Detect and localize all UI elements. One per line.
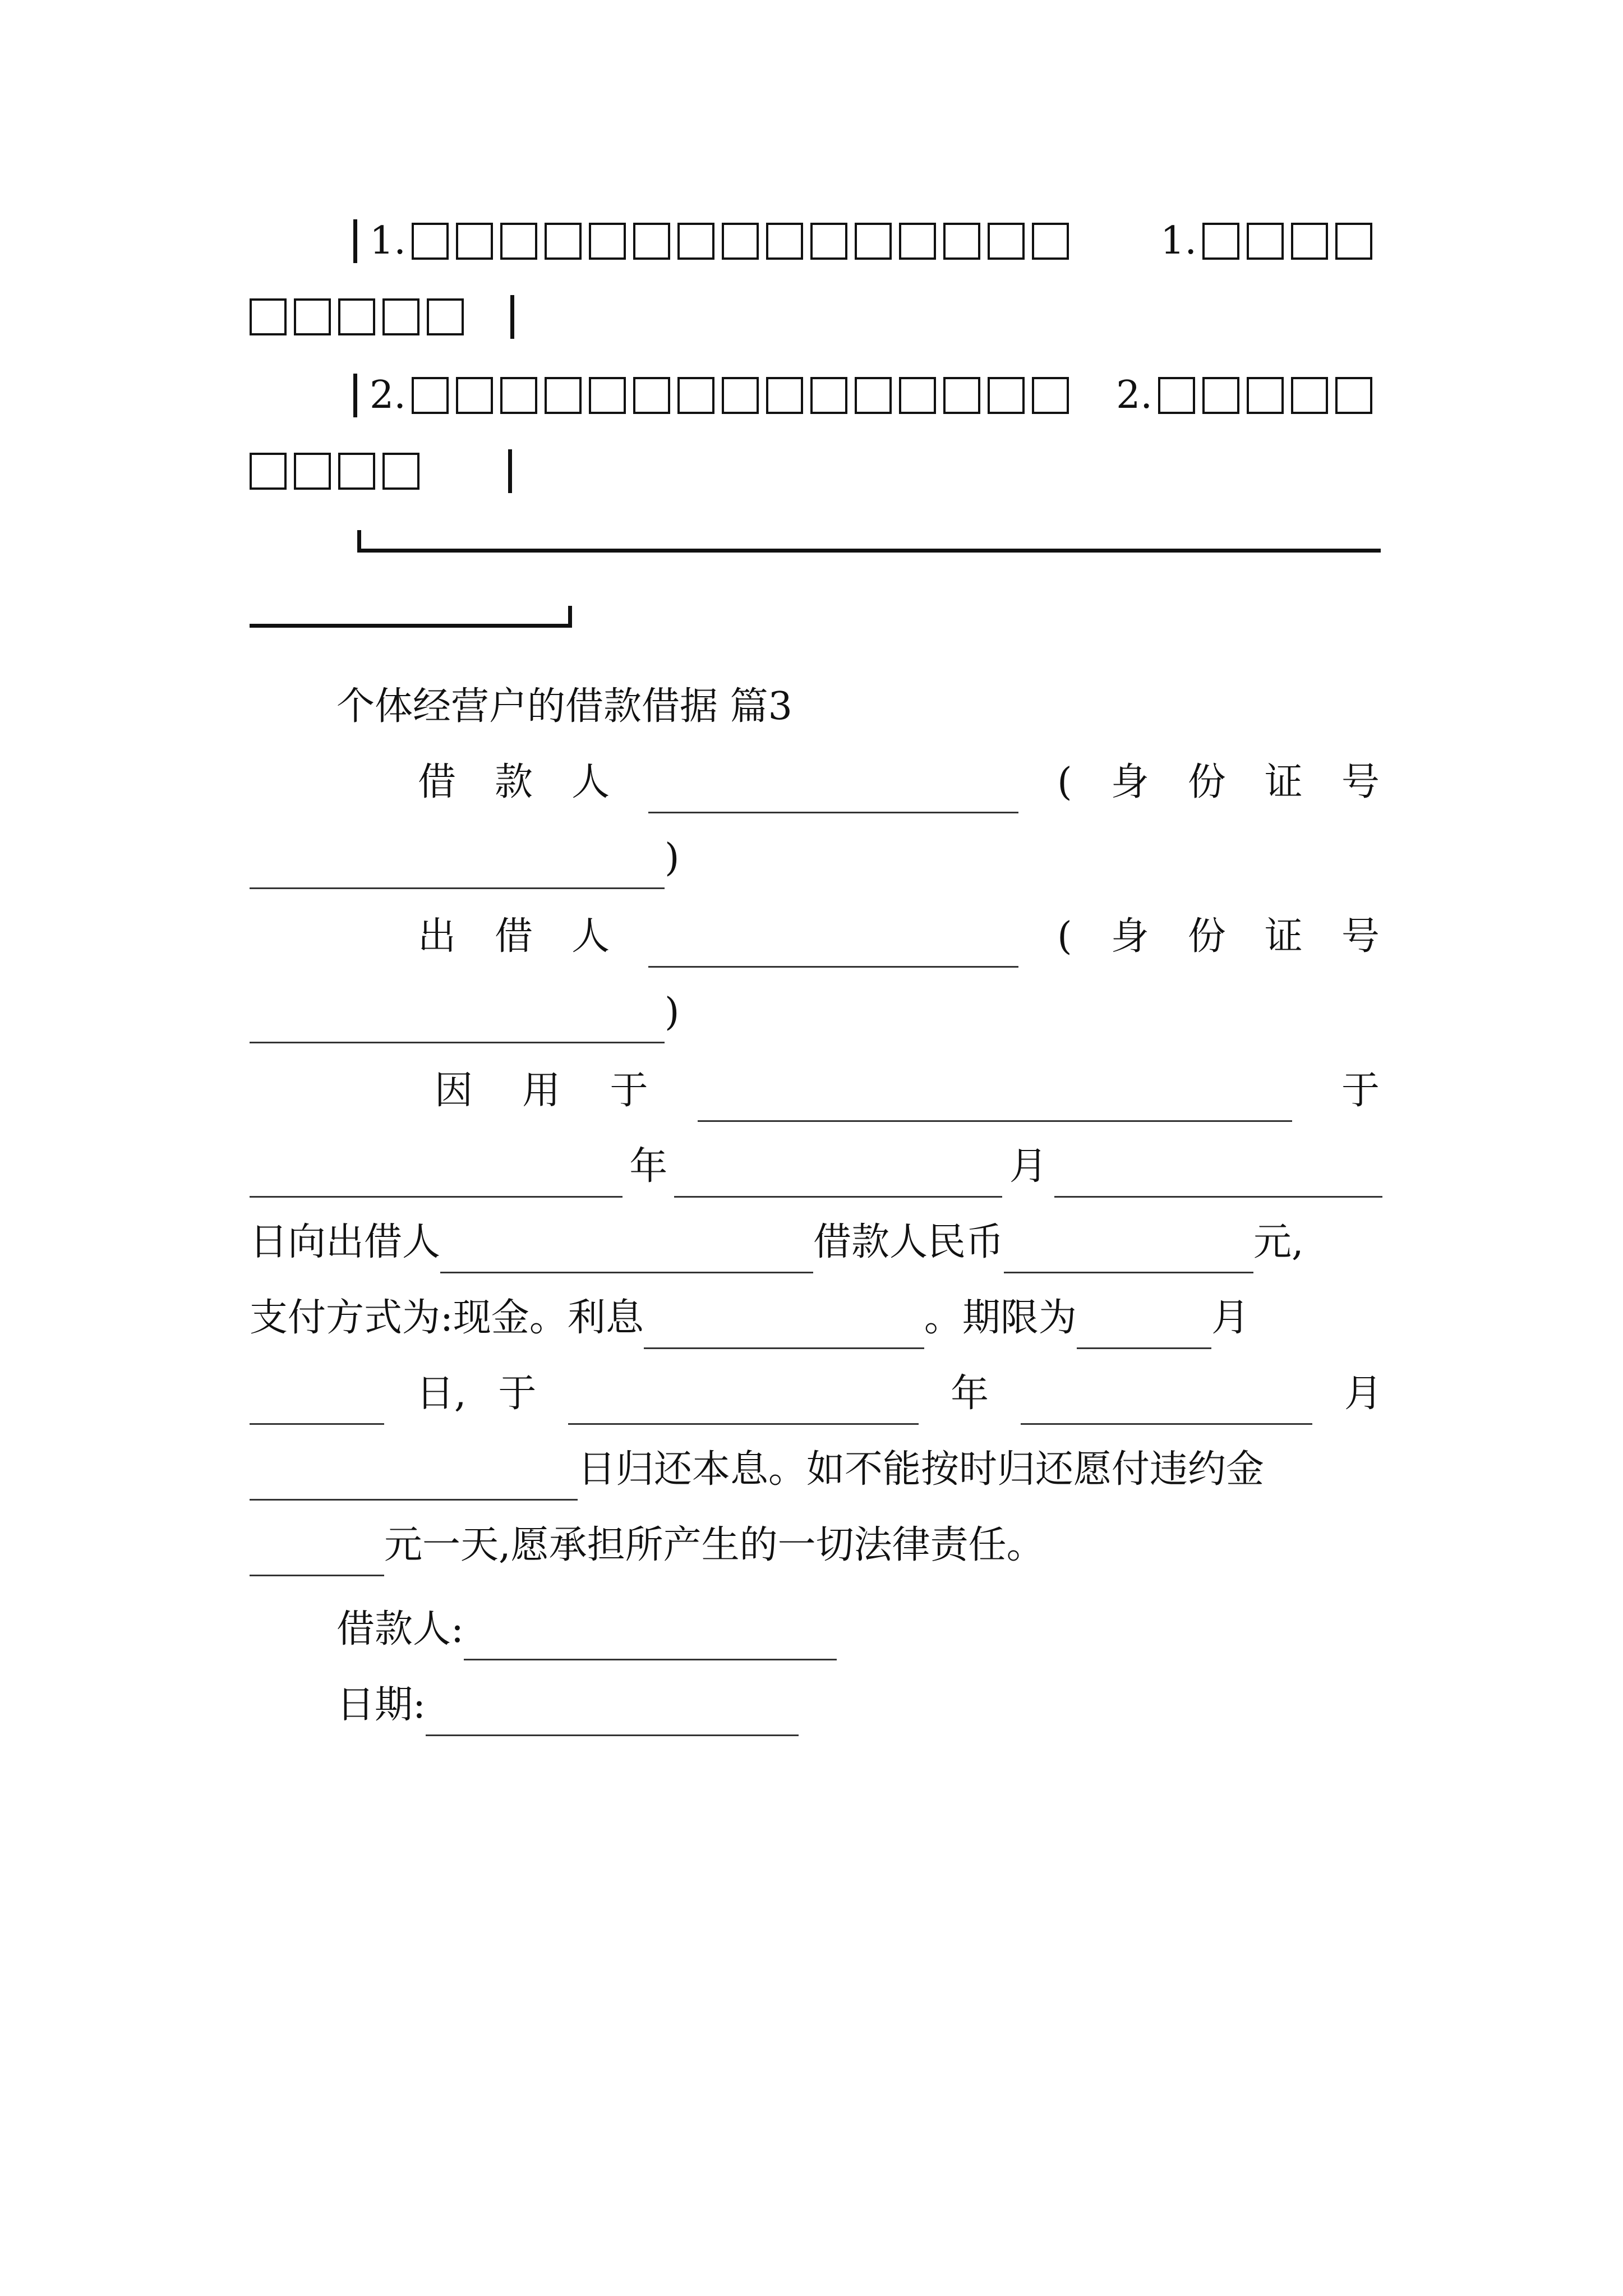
loan-date-row — [250, 1136, 1382, 1198]
year-label: 年 — [951, 1372, 989, 1416]
interest-blank[interactable] — [644, 1301, 924, 1349]
id-label-1: 身 — [1110, 914, 1149, 959]
placeholder-box — [589, 377, 626, 414]
placeholder-box — [382, 298, 419, 335]
placeholder-box — [1202, 223, 1239, 260]
placeholder-box — [1032, 377, 1069, 414]
purpose-label-2: 用 — [522, 1069, 561, 1113]
return-month-blank[interactable] — [1021, 1377, 1312, 1425]
borrower-label-3: 人 — [571, 760, 610, 804]
placeholder-box — [1158, 377, 1195, 414]
placeholder-box — [1247, 377, 1284, 414]
table-right-border — [510, 295, 514, 339]
amount-text-2: 借款人民币 — [813, 1220, 1004, 1264]
placeholder-box — [633, 377, 670, 414]
placeholder-box — [382, 453, 419, 490]
id-label-3: 证 — [1264, 760, 1303, 804]
penalty-amount-blank[interactable] — [250, 1529, 384, 1576]
placeholder-box — [545, 377, 582, 414]
purpose-tail: 于 — [1341, 1069, 1380, 1113]
placeholder-box — [677, 223, 714, 260]
lender-id-row — [250, 982, 1382, 1043]
lender-id-blank[interactable] — [250, 996, 665, 1043]
lender-row — [418, 906, 1380, 968]
placeholder-box — [988, 377, 1025, 414]
id-label-2: 份 — [1187, 760, 1226, 804]
borrower-row — [418, 752, 1380, 813]
signature-date-label: 日期: — [336, 1683, 426, 1727]
borrower-label-2: 款 — [495, 760, 533, 804]
return-row — [250, 1439, 1382, 1501]
placeholder-box — [722, 377, 759, 414]
placeholder-box — [899, 377, 936, 414]
borrower-label-1: 借 — [418, 760, 457, 804]
placeholder-box — [250, 298, 287, 335]
table-row-2 — [353, 365, 1380, 426]
placeholder-box — [766, 223, 803, 260]
placeholder-box — [1202, 377, 1239, 414]
placeholder-box — [500, 223, 537, 260]
id-label-3: 证 — [1264, 914, 1303, 959]
borrower-id-row — [250, 827, 1382, 889]
signature-date-blank[interactable] — [426, 1688, 799, 1736]
placeholder-box-group — [250, 453, 427, 490]
placeholder-box-group — [412, 377, 1076, 414]
placeholder-box — [1335, 377, 1372, 414]
placeholder-box — [810, 377, 847, 414]
purpose-label-3: 于 — [610, 1069, 648, 1113]
placeholder-box — [1291, 377, 1328, 414]
month-label: 月 — [1009, 1144, 1048, 1189]
return-text: 日归还本息。如不能按时归还愿付违约金 — [578, 1447, 1265, 1492]
placeholder-box — [1247, 223, 1284, 260]
placeholder-box — [766, 377, 803, 414]
day-label: 日, — [416, 1372, 467, 1416]
amount-row — [250, 1212, 1382, 1273]
table-bottom-right-corner — [568, 606, 572, 628]
row-number-left: 1. — [370, 219, 406, 263]
placeholder-box — [427, 298, 464, 335]
placeholder-box — [338, 453, 375, 490]
placeholder-box — [250, 453, 287, 490]
signature-borrower-row — [336, 1599, 1066, 1660]
borrower-id-blank[interactable] — [250, 841, 665, 889]
table-row-2-wrap — [250, 440, 810, 502]
placeholder-box — [855, 377, 892, 414]
lender-label-1: 出 — [418, 914, 457, 959]
payment-row — [250, 1287, 1382, 1349]
amount-text-3: 元, — [1253, 1220, 1304, 1264]
placeholder-box — [456, 223, 493, 260]
placeholder-box — [1291, 223, 1328, 260]
placeholder-box — [1335, 223, 1372, 260]
return-year-blank[interactable] — [568, 1377, 919, 1425]
table-bottom-border — [357, 549, 1381, 553]
id-open-paren: ( — [1057, 914, 1072, 959]
placeholder-box — [1032, 223, 1069, 260]
row-number-right: 1. — [1160, 219, 1197, 263]
placeholder-box — [677, 377, 714, 414]
placeholder-box — [855, 223, 892, 260]
payment-text-1: 支付方式为:现金。利息 — [250, 1296, 644, 1340]
payment-text-3: 月 — [1211, 1296, 1249, 1340]
id-label-4: 号 — [1341, 914, 1380, 959]
placeholder-box-group — [250, 298, 471, 335]
signature-borrower-label: 借款人: — [336, 1607, 464, 1651]
placeholder-box — [294, 453, 331, 490]
table-row-1-wrap — [250, 286, 810, 348]
placeholder-box — [810, 223, 847, 260]
placeholder-box — [943, 223, 980, 260]
placeholder-box — [338, 298, 375, 335]
lender-blank[interactable] — [440, 1226, 813, 1273]
placeholder-box — [412, 377, 449, 414]
placeholder-box — [456, 377, 493, 414]
placeholder-box-group — [1202, 223, 1380, 260]
loan-year-blank[interactable] — [250, 1150, 623, 1198]
purpose-blank[interactable] — [698, 1074, 1292, 1122]
id-close-paren: ) — [665, 836, 680, 880]
term-days-blank[interactable] — [250, 1377, 384, 1425]
month-label: 月 — [1344, 1372, 1382, 1416]
placeholder-box-group — [1158, 377, 1380, 414]
placeholder-box — [412, 223, 449, 260]
section-heading: 个体经营户的借款借据 篇3 — [336, 684, 792, 729]
borrower-name-blank[interactable] — [648, 766, 1018, 813]
loan-month-blank[interactable] — [674, 1150, 1002, 1198]
placeholder-box — [545, 223, 582, 260]
table-right-border — [508, 449, 512, 493]
lender-label-3: 人 — [571, 914, 610, 959]
id-label-2: 份 — [1187, 914, 1226, 959]
signature-borrower-blank[interactable] — [464, 1613, 837, 1660]
row-number-right: 2. — [1116, 373, 1152, 417]
id-open-paren: ( — [1057, 760, 1072, 804]
table-row-1 — [353, 210, 1380, 272]
penalty-row — [250, 1515, 1382, 1576]
amount-blank[interactable] — [1004, 1226, 1253, 1273]
term-row — [250, 1363, 1382, 1425]
purpose-label-1: 因 — [435, 1069, 473, 1113]
lender-label-2: 借 — [495, 914, 533, 959]
placeholder-box — [294, 298, 331, 335]
payment-text-2: 。期限为 — [924, 1296, 1077, 1340]
placeholder-box — [988, 223, 1025, 260]
table-bottom-border-wrap — [250, 624, 572, 628]
placeholder-box-group — [412, 223, 1076, 260]
id-close-paren: ) — [665, 990, 680, 1034]
placeholder-box — [633, 223, 670, 260]
loan-day-blank[interactable] — [1054, 1150, 1382, 1198]
penalty-text: 元一天,愿承担所产生的一切法律责任。 — [384, 1523, 1045, 1567]
at-label: 于 — [498, 1372, 537, 1416]
placeholder-box — [500, 377, 537, 414]
signature-date-row — [336, 1674, 1066, 1736]
table-left-border — [353, 374, 357, 417]
table-left-border — [353, 219, 357, 263]
return-day-blank[interactable] — [250, 1453, 578, 1501]
purpose-row — [435, 1060, 1380, 1122]
id-label-4: 号 — [1341, 760, 1380, 804]
lender-name-blank[interactable] — [648, 920, 1018, 968]
placeholder-box — [943, 377, 980, 414]
id-label-1: 身 — [1110, 760, 1149, 804]
year-label: 年 — [629, 1144, 668, 1189]
placeholder-box — [589, 223, 626, 260]
term-months-blank[interactable] — [1077, 1301, 1211, 1349]
amount-text-1: 日向出借人 — [250, 1220, 441, 1264]
placeholder-box — [722, 223, 759, 260]
placeholder-box — [899, 223, 936, 260]
row-number-left: 2. — [370, 373, 406, 417]
